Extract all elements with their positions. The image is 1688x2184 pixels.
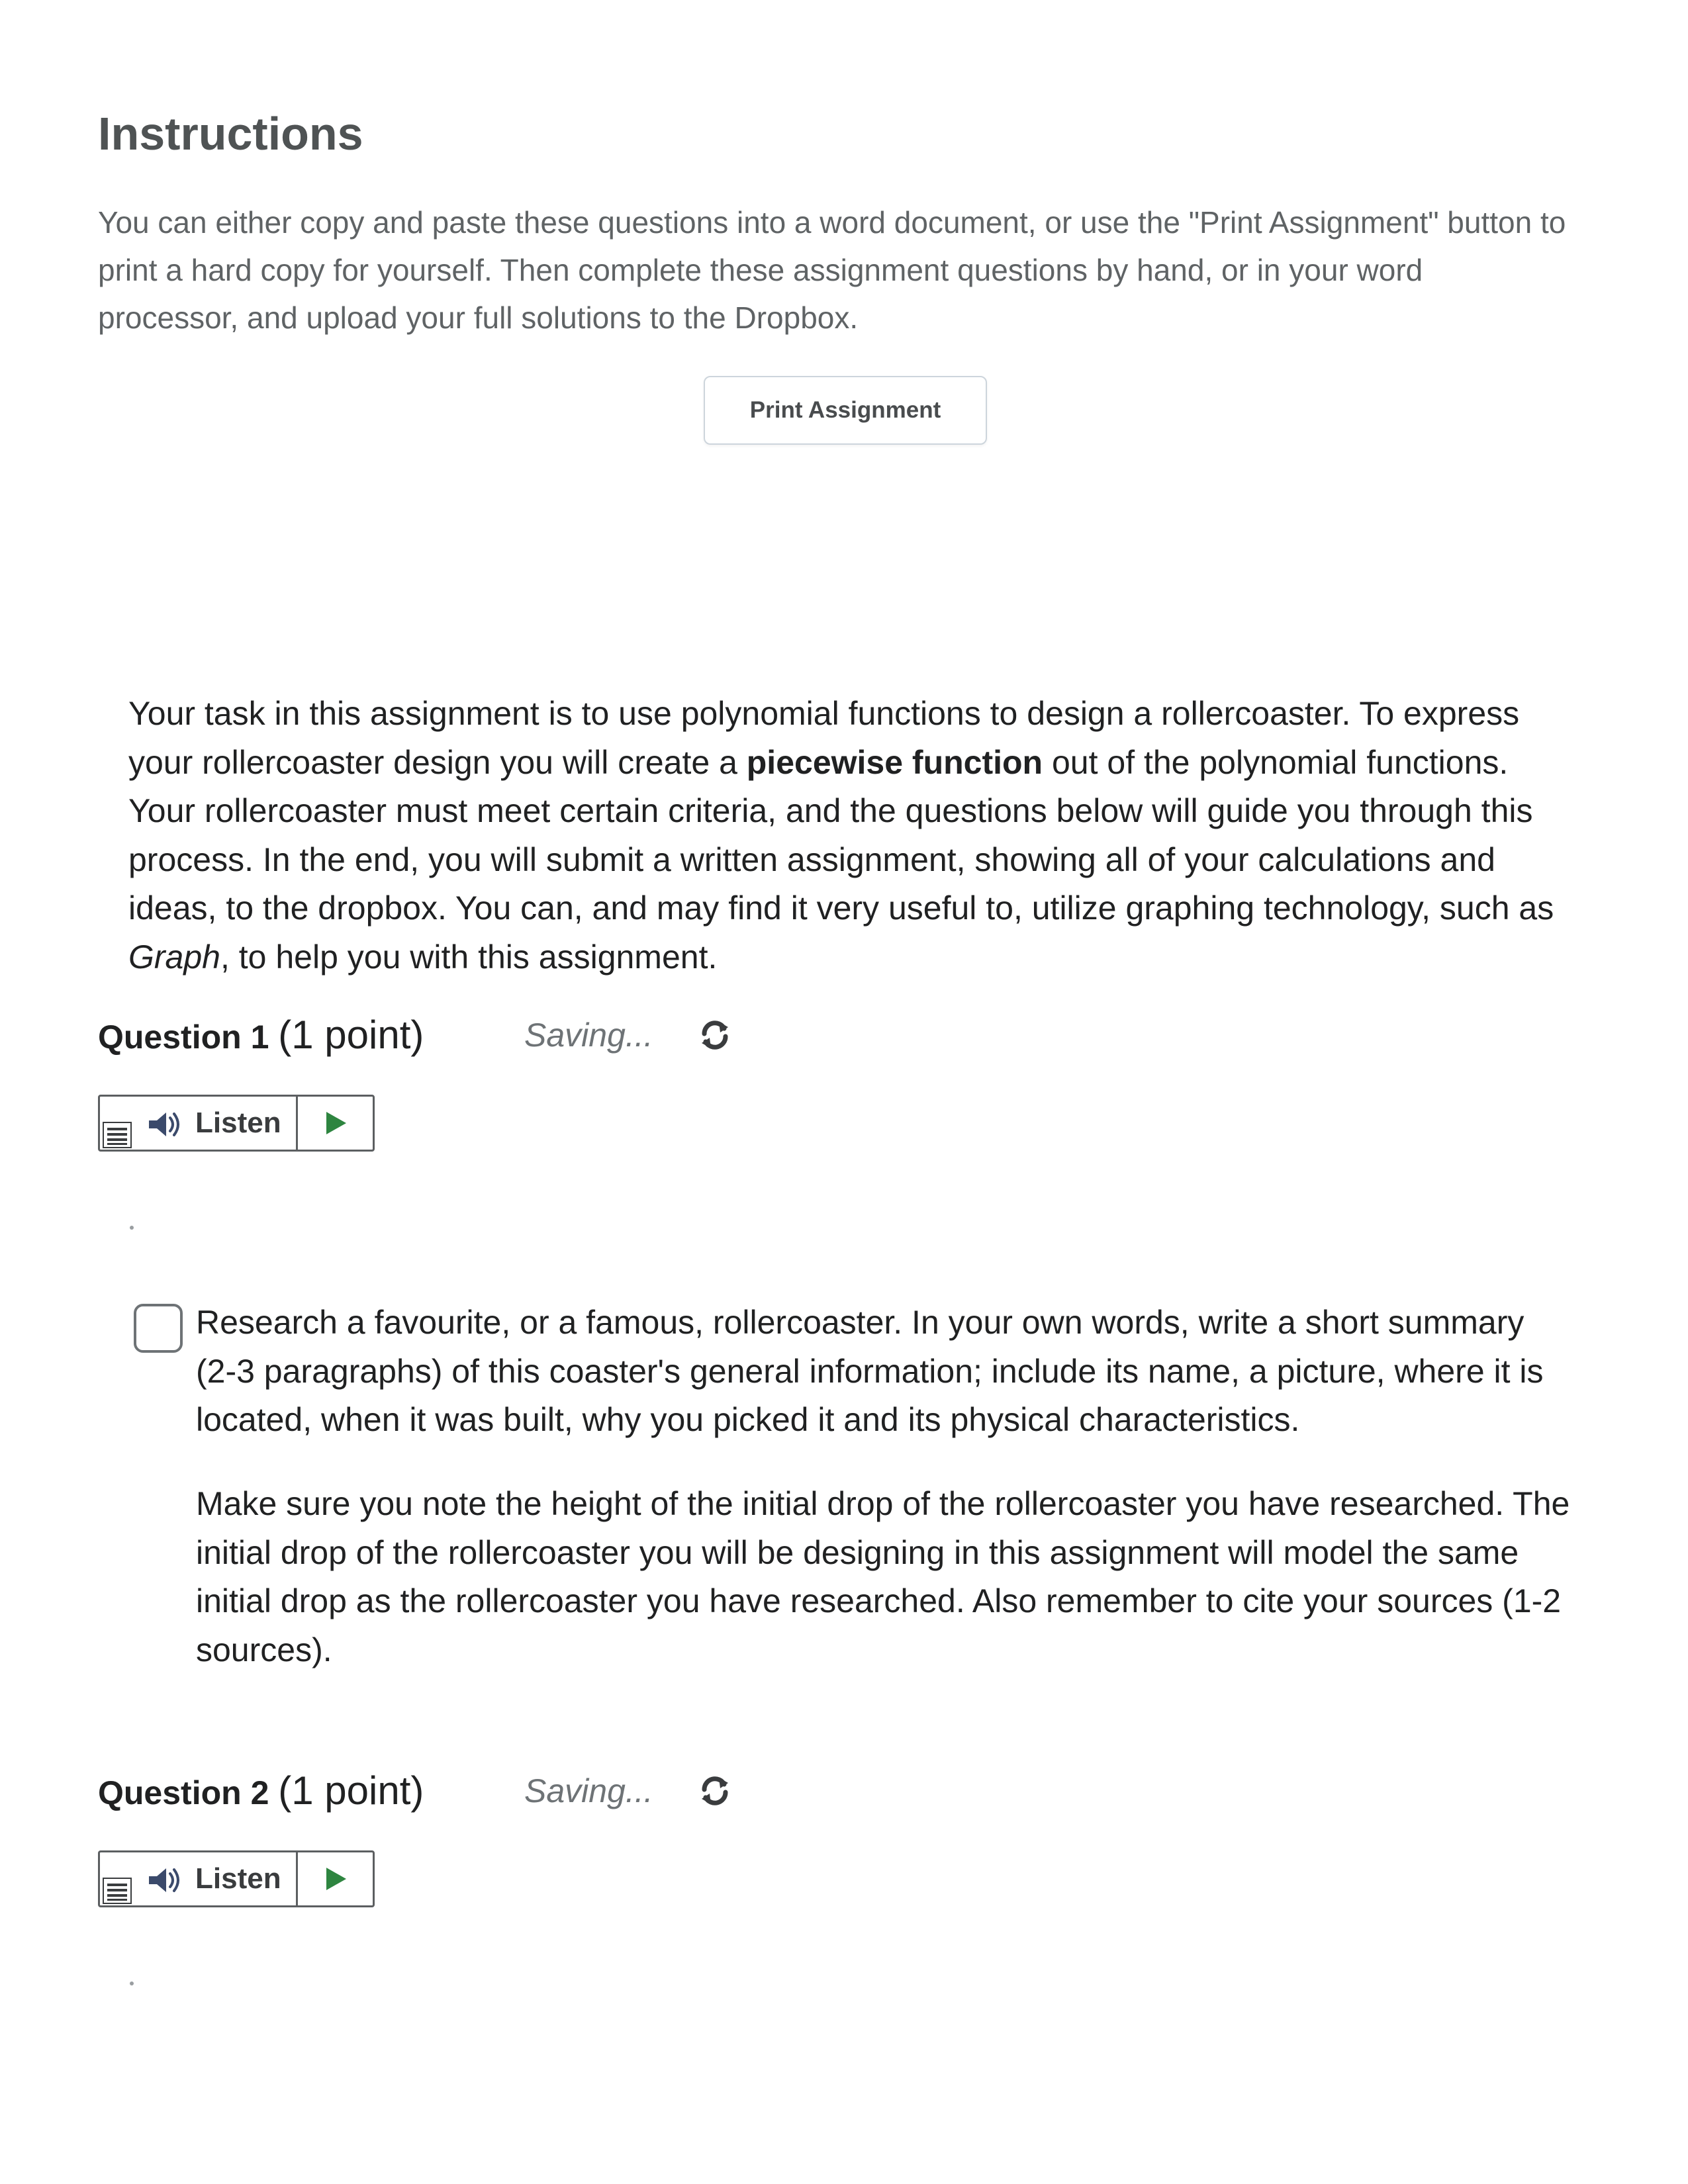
menu-icon[interactable] <box>103 1878 132 1904</box>
menu-icon[interactable] <box>103 1122 132 1148</box>
sync-icon <box>698 1774 732 1808</box>
question-label: Question 1 <box>98 1019 269 1056</box>
listen-label: Listen <box>195 1862 281 1895</box>
question-1-title <box>98 1009 424 1064</box>
page-title: Instructions <box>98 108 363 159</box>
speaker-icon <box>148 1866 183 1895</box>
question-1-paragraph-1: Research a favourite, or a famous, rollercoaster. In your own words, write a short summary (2-3 paragraphs) of this coaster's general information; include its name, a picture, where it is located, when it was built, why you picked it and its physical characteristics. <box>196 1304 1544 1438</box>
question-label: Question 2 <box>98 1774 269 1811</box>
play-button[interactable] <box>298 1097 373 1150</box>
question-points: (1 point) <box>278 1768 424 1813</box>
task-text-part: , to help you with this assignment. <box>220 938 718 976</box>
question-1-header <box>98 1009 892 1062</box>
listen-button[interactable] <box>100 1097 298 1150</box>
task-description <box>128 690 1578 981</box>
play-icon <box>322 1110 349 1136</box>
listen-label: Listen <box>195 1107 281 1139</box>
task-bold-term: piecewise function <box>746 743 1043 781</box>
question-2-header <box>98 1764 892 1817</box>
question-1-checkbox[interactable] <box>134 1304 183 1353</box>
listen-widget <box>98 1095 375 1152</box>
play-icon <box>322 1866 349 1892</box>
saving-status: Saving... <box>524 1772 653 1809</box>
listen-button[interactable] <box>100 1852 298 1905</box>
listen-widget <box>98 1850 375 1907</box>
print-assignment-button[interactable]: Print Assignment <box>704 376 987 445</box>
task-text-part: out of the polynomial functions. Your rollercoaster must meet certain criteria, and the questions below will guide you through this process. In the end, you will submit a written assignment, showing all of your calculations and ideas, to the dropbox. You can, and may find it very useful to, utilize graphing technology, such as <box>128 743 1554 927</box>
play-button[interactable] <box>298 1852 373 1905</box>
question-2-title <box>98 1764 424 1819</box>
speaker-icon <box>148 1110 183 1139</box>
saving-status: Saving... <box>524 1017 653 1054</box>
question-points: (1 point) <box>278 1013 424 1057</box>
question-1-paragraph-2: Make sure you note the height of the initial drop of the rollercoaster you have researched. The initial drop of the rollercoaster you will be designing in this assignment will model the same initial drop as the rollercoaster you have researched. Also remember to cite your sources (1-2 sources). <box>196 1485 1570 1668</box>
instructions-text: You can either copy and paste these questions into a word document, or use the "Print Assignment" button to print a hard copy for yourself. Then complete these assignment questions by hand, or in your word processor, and upload your full solutions to the Dropbox. <box>98 205 1566 335</box>
task-italic-term: Graph <box>128 938 220 976</box>
task-text-part: Your task in this assignment is to use polynomial functions to design a rollercoaster. To express your rollercoaster design you will create a <box>128 695 1520 781</box>
bullet-dot <box>130 1226 134 1230</box>
bullet-dot <box>130 1981 134 1985</box>
sync-icon <box>698 1018 732 1052</box>
